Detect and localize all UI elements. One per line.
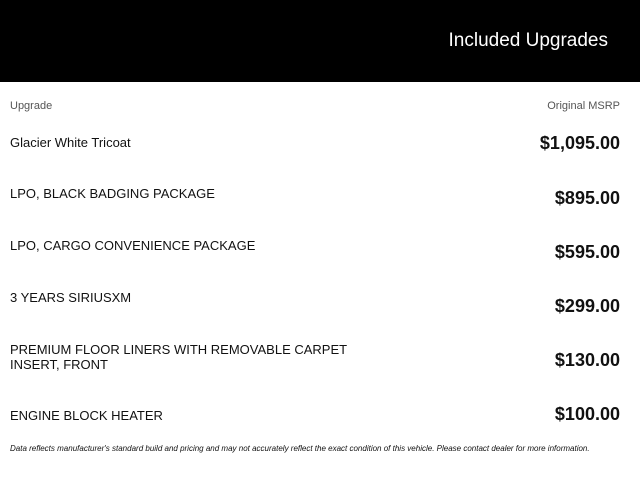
- upgrade-name: 3 YEARS SIRIUSXM: [10, 290, 132, 305]
- disclaimer-text: Data reflects manufacturer's standard build and pricing and may not accurately reflect the exact condition of this vehicle. Please contact dealer for more information.: [10, 444, 590, 453]
- table-row: [10, 342, 620, 376]
- upgrade-name: LPO, BLACK BADGING PACKAGE: [10, 186, 215, 201]
- page-title: Included Upgrades: [448, 30, 608, 51]
- upgrade-price: $130.00: [554, 350, 620, 370]
- table-row: [10, 290, 620, 314]
- upgrade-price: $1,095.00: [539, 133, 620, 153]
- table-row: [10, 186, 620, 210]
- upgrade-name: LPO, CARGO CONVENIENCE PACKAGE: [10, 238, 256, 253]
- header-bar: [0, 0, 640, 82]
- table-row: [10, 238, 620, 262]
- upgrade-name: ENGINE BLOCK HEATER: [10, 408, 163, 423]
- upgrade-name: PREMIUM FLOOR LINERS WITH REMOVABLE CARPET INSERT, FRONT: [10, 342, 347, 372]
- upgrade-price: $595.00: [554, 242, 620, 262]
- upgrade-price: $895.00: [554, 188, 620, 208]
- table-row: [10, 135, 620, 157]
- upgrade-price: $299.00: [554, 296, 620, 316]
- column-header-upgrade: Upgrade: [10, 100, 53, 112]
- upgrade-name: Glacier White Tricoat: [10, 135, 131, 150]
- table-row: [10, 404, 620, 432]
- column-header-msrp: Original MSRP: [547, 100, 620, 112]
- upgrade-price: $100.00: [554, 404, 620, 424]
